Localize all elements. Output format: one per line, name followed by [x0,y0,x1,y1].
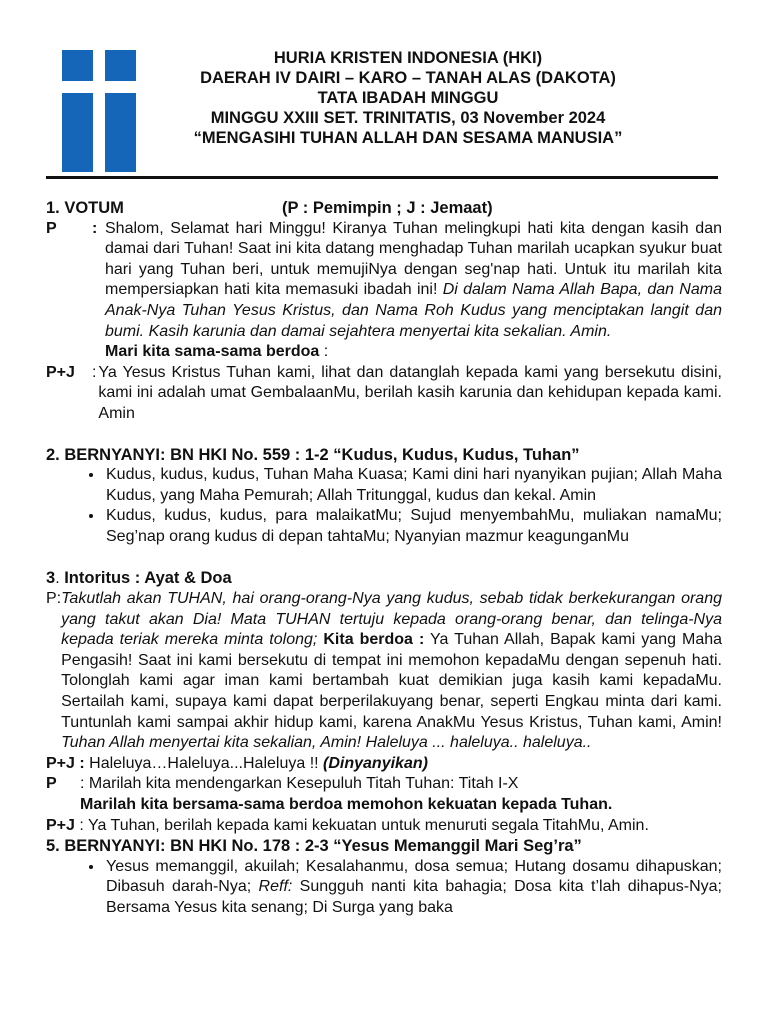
commandments-label: P [46,775,57,793]
header-church-name: HURIA KRISTEN INDONESIA (HKI) [273,49,543,67]
introitus-title: 3. Intoritus : Ayat & Doa [46,568,232,587]
song1-verse-2: • Kudus, kudus, kudus, para malaikatMu; Sujud menyembahMu, muliakan namaMu; Seg’nap orang kudus di depan tahtaMu; Nyanyian mazmur keagunganMu [104,506,722,547]
header-theme: “MENGASIHI TUHAN ALLAH DAN SESAMA MANUSIA” [193,129,623,147]
song1-verses [46,465,722,547]
votum-all-colon: : [92,363,97,381]
document-header [150,48,666,148]
liturgy-body [46,198,722,919]
votum-all-text: Ya Yesus Kristus Tuhan kami, lihat dan datanglah kepada kami yang bersekutu disini, kami ini adalah umat GembalaanMu, berilah kasih karunia dan kehidupan kepada kami. Amin [98,363,722,422]
header-liturgy: TATA IBADAH MINGGU [317,89,499,107]
commandments-row [46,774,722,815]
introitus-all-row: P+J : Haleluya…Haleluya...Haleluya !! (Dinyanyikan) [46,754,428,772]
votum-title: 1. VOTUM [46,199,124,217]
votum-leader-label: P [46,219,57,237]
votum-leader-text: Shalom, Selamat hari Minggu! Kiranya Tuhan melingkupi hati kita dengan kasih dan damai dari Tuhan! Saat ini kita datang menghadap Tuhan marilah ucapkan syukur buat hari yang Tuhan beri, untuk memujiNya dengan seg'nap hati. Untuk itu marilah kita mempersiapkan hati kita memasuki ibadah ini! Di dalam Nama Allah Bapa, dan Nama Anak-Nya Tuhan Yesus Kristus, dan Nama Roh Kudus yang menciptakan langit dan bumi. Kasih karunia dan damai sejahtera menyertai kita sekalian. Amin. Mari kita sama-sama berdoa : [105,219,722,361]
votum-all-row [46,363,722,425]
introitus-leader-row [46,589,722,754]
introitus-leader-text: Takutlah akan TUHAN, hai orang-orang-Nya yang kudus, sebab tidak berkekurangan orang yang takut akan Dia! Mata TUHAN tertuju kepada orang-orang benar, dan telinga-Nya kepada teriak mereka minta tolong; Kita berdoa : Ya Tuhan Allah, Bapak kami yang Maha Pengasih! Saat ini kami bersekutu di tempat ini memohon kepadaMu dengan sepenuh hati. Tolonglah kami agar iman kami bertambah kuat demikian juga kasih kami kepadaMu. Sertailah kami, supaya kami dapat berperilakuyang benar, seperti Engkau minta dari kami. Tuntunlah kami sampai akhir hidup kami, karena AnakMu Yesus Kristus, Tuhan kami, Amin! Tuhan Allah menyertai kita sekalian, Amin! Haleluya ... haleluya.. haleluya.. [61,590,723,752]
song2-verse-1: • Yesus memanggil, akuilah; Kesalahanmu, dosa semua; Hutang dosamu dihapuskan; Dibasuh darah-Nya; Reff: Sungguh nanti kita bahagia; Dosa kita t’lah dihapus-Nya; Bersama Yesus kita senang; Di Surga yang baka [104,857,722,919]
header-divider [46,176,718,179]
header-date: MINGGU XXIII SET. TRINITATIS, 03 November 2024 [210,109,606,127]
commandments-text: : Marilah kita mendengarkan Kesepuluh Titah Tuhan: Titah I-X Marilah kita bersama-sama berdoa memohon kekuatan kepada Tuhan. [80,775,613,814]
song2-verses [46,857,722,919]
introitus-leader-colon: : [56,590,62,608]
votum-legend: (P : Pemimpin ; J : Jemaat) [282,199,493,217]
song1-verse-1: • Kudus, kudus, kudus, Tuhan Maha Kuasa; Kami dini hari nyanyikan pujian; Allah Maha Kudus, yang Maha Pemurah; Allah Tritunggal, kudus dan kekal. Amin [104,465,722,506]
votum-leader-row [46,219,722,363]
votum-leader-colon: : [92,219,98,237]
commandments-response-row: P+J : Ya Tuhan, berilah kepada kami kekuatan untuk menuruti segala TitahMu, Amin. [46,816,649,834]
song1-title: 2. BERNYANYI: BN HKI No. 559 : 1-2 “Kudus, Kudus, Kudus, Tuhan” [46,445,580,464]
introitus-leader-label: P [46,590,57,608]
header-region: DAERAH IV DAIRI – KARO – TANAH ALAS (DAKOTA) [200,69,616,87]
votum-all-label: P+J [46,363,75,381]
votum-heading [46,198,722,219]
song2-title: 5. BERNYANYI: BN HKI No. 178 : 2-3 “Yesus Memanggil Mari Seg’ra” [46,837,582,856]
cross-logo-icon [62,50,136,172]
